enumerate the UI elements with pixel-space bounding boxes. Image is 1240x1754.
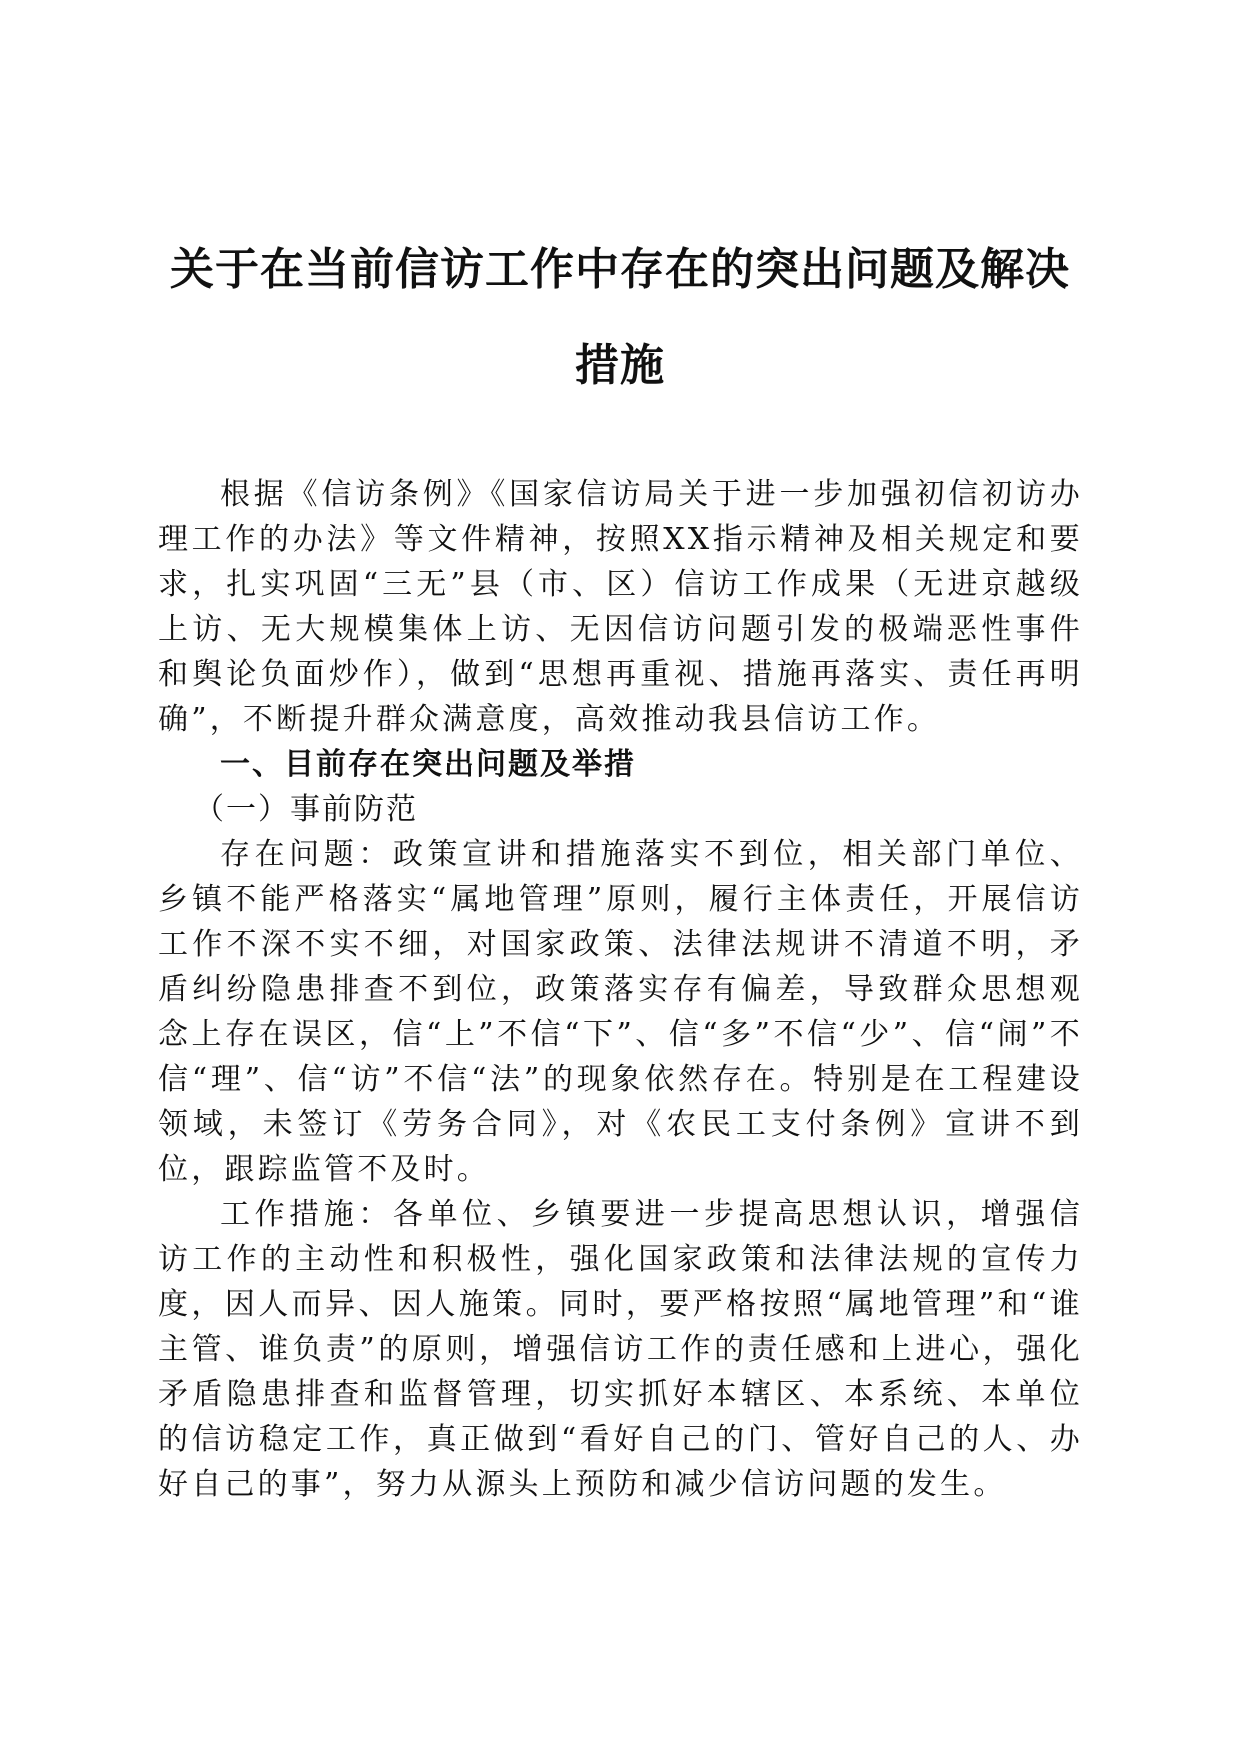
document-body bbox=[158, 472, 1083, 1507]
title-line-2: 措施 bbox=[575, 340, 665, 391]
section-heading: 一、目前存在突出问题及举措 bbox=[220, 747, 636, 782]
intro-paragraph: 根据《信访条例》《国家信访局关于进一步加强初信初访办理工作的办法》等文件精神，按照XX指示精神及相关规定和要求，扎实巩固“三无”县（市、区）信访工作成果（无进京越级上访、无大规模集体上访、无因信访问题引发的极端恶性事件和舆论负面炒作），做到“思想再重视、措施再落实、责任再明确”，不断提升群众满意度，高效推动我县信访工作。 bbox=[158, 477, 1083, 737]
problem-paragraph: 存在问题：政策宣讲和措施落实不到位，相关部门单位、乡镇不能严格落实“属地管理”原则，履行主体责任，开展信访工作不深不实不细，对国家政策、法律法规讲不清道不明，矛盾纠纷隐患排查不到位，政策落实存有偏差，导致群众思想观念上存在误区，信“上”不信“下”、信“多”不信“少”、信“闹”不信“理”、信“访”不信“法”的现象依然存在。特别是在工程建设领域，未签订《劳务合同》，对《农民工支付条例》宣讲不到位，跟踪监管不及时。 bbox=[158, 837, 1083, 1187]
title-line-1: 关于在当前信访工作中存在的突出问题及解决 bbox=[170, 244, 1070, 295]
document-title bbox=[150, 222, 1090, 414]
subsection-heading: （一）事前防范 bbox=[194, 792, 418, 827]
measure-paragraph: 工作措施：各单位、乡镇要进一步提高思想认识，增强信访工作的主动性和积极性，强化国家政策和法律法规的宣传力度，因人而异、因人施策。同时，要严格按照“属地管理”和“谁主管、谁负责”的原则，增强信访工作的责任感和上进心，强化矛盾隐患排查和监督管理，切实抓好本辖区、本系统、本单位的信访稳定工作，真正做到“看好自己的门、管好自己的人、办好自己的事”，努力从源头上预防和减少信访问题的发生。 bbox=[158, 1197, 1083, 1502]
